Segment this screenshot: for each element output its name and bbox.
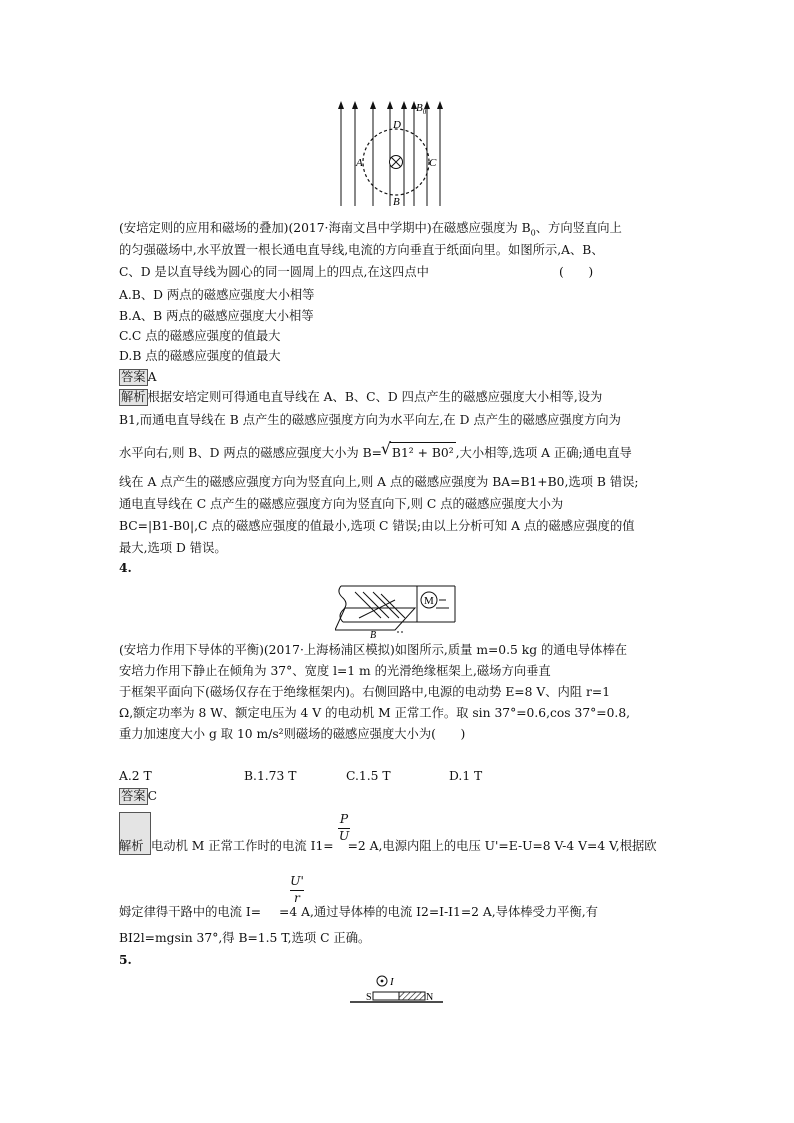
svg-text:M: M <box>424 595 434 607</box>
svg-text:I: I <box>390 976 394 988</box>
q4-stem-line-3: 于框架平面向下(磁场仅存在于绝缘框架内)。右侧回路中,电源的电动势 E=8 V、内阻 r=1 <box>119 685 611 699</box>
q3-analysis-line-4: 线在 A 点产生的磁感应强度方向为竖直向上,则 A 点的磁感应强度为 BA=B1+B0,选项 B 错误; <box>119 475 639 489</box>
label-c: C <box>429 157 437 169</box>
answer-badge: 答案 <box>121 370 146 384</box>
wire-into-page-icon <box>390 156 403 169</box>
svg-text:N: N <box>426 992 434 1003</box>
q3-analysis-line-1: 解析 根据安培定则可得通电直导线在 A、B、C、D 四点产生的磁感应强度大小相等,设为 <box>121 390 603 404</box>
analysis-badge: 解析 <box>121 390 146 404</box>
q4-frac2: U' r <box>290 874 304 905</box>
q3-analysis-line-5: 通电直导线在 C 点产生的磁感应强度方向为竖直向下,则 C 点的磁感应强度大小为 <box>119 497 564 511</box>
q4-option-c: C.1.5 T <box>346 769 391 783</box>
q3-stem-line-1: (安培定则的应用和磁场的叠加)(2017·海南文昌中学期中)在磁感应强度为 $B_0$、方向竖直向上 <box>119 221 622 238</box>
q4-stem-line-2: 安培力作用下静止在倾角为 37°、宽度 l=1 m 的光滑绝缘框架上,磁场方向垂直 <box>119 664 551 678</box>
q4-stem-line-5: 重力加速度大小 g 取 10 m/s²则磁场的磁感应强度大小为( ) <box>119 727 466 741</box>
q4-analysis-line-1: 解析 电动机 M 正常工作时的电流 I1= =2 A,电源内阻上的电压 U'=E-U=8 V-4 V=4 V,根据欧 <box>119 839 657 853</box>
label-a: A <box>356 157 363 169</box>
q3-analysis-line-6: BC=|B1-B0|,C 点的磁感应强度的值最小,选项 C 错误;由以上分析可知 A 点的磁感应强度的值 <box>119 519 635 533</box>
sqrt-expression: √ B1² + B0² <box>390 442 456 463</box>
q4-frac1: P U <box>338 812 350 843</box>
q3-option-d: D.B 点的磁感应强度的值最大 <box>119 349 281 363</box>
label-d: D <box>393 119 401 131</box>
label-b0: $B_0$ <box>416 102 427 116</box>
q4-analysis-line-3: BI2l=mgsin 37°,得 B=1.5 T,选项 C 正确。 <box>119 931 371 945</box>
q3-stem-line-2: 的匀强磁场中,水平放置一根长通电直导线,电流的方向垂直于纸面向里。如图所示,A、B、 <box>119 243 604 257</box>
q3-option-c: C.C 点的磁感应强度的值最大 <box>119 329 281 343</box>
figure-inclined-frame-circuit <box>335 578 460 640</box>
q3-analysis-line-2: B1,而通电直导线在 B 点产生的磁感应强度方向为水平向左,在 D 点产生的磁感应强度方向为 <box>119 413 621 427</box>
q5-number: 5. <box>119 952 132 967</box>
q4-answer: 答案 C <box>121 789 158 803</box>
q3-analysis-line-7: 最大,选项 D 错误。 <box>119 541 227 555</box>
q4-stem-line-4: Ω,额定功率为 8 W、额定电压为 4 V 的电动机 M 正常工作。取 sin 37°=0.6,cos 37°=0.8, <box>119 706 631 720</box>
current-out-of-page-icon <box>377 976 387 986</box>
q4-number: 4. <box>119 560 132 575</box>
q4-stem-line-1: (安培力作用下导体的平衡)(2017·上海杨浦区模拟)如图所示,质量 m=0.5 kg 的通电导体棒在 <box>119 643 628 657</box>
label-b: B <box>393 196 400 208</box>
motor-icon <box>421 592 437 608</box>
q3-answer: 答案 A <box>121 370 157 384</box>
figure-magnet-wire <box>345 972 455 1006</box>
q3-analysis-line-3: 水平向右,则 B、D 两点的磁感应强度大小为 B= √ B1² + B0² ,大小相等,选项 A 正确;通电直导 <box>119 442 679 463</box>
answer-badge: 答案 <box>121 789 146 803</box>
q4-option-a: A.2 T <box>119 769 152 783</box>
frame-label-b: B <box>370 630 377 640</box>
q4-option-d: D.1 T <box>449 769 483 783</box>
q3-stem-line-3: C、D 是以直导线为圆心的同一圆周上的四点,在这四点中 ( ) <box>119 262 679 282</box>
svg-text:S: S <box>366 992 372 1003</box>
figure-magnetic-field <box>330 98 460 208</box>
q3-option-a: A.B、D 两点的磁感应强度大小相等 <box>119 288 315 302</box>
q3-answer-bracket: ( ) <box>559 265 594 279</box>
q4-option-b: B.1.73 T <box>244 769 297 783</box>
q4-analysis-line-2: 姆定律得干路中的电流 I= =4 A,通过导体棒的电流 I2=I-I1=2 A,导体棒受力平衡,有 <box>119 905 598 919</box>
q3-option-b: B.A、B 两点的磁感应强度大小相等 <box>119 309 314 323</box>
